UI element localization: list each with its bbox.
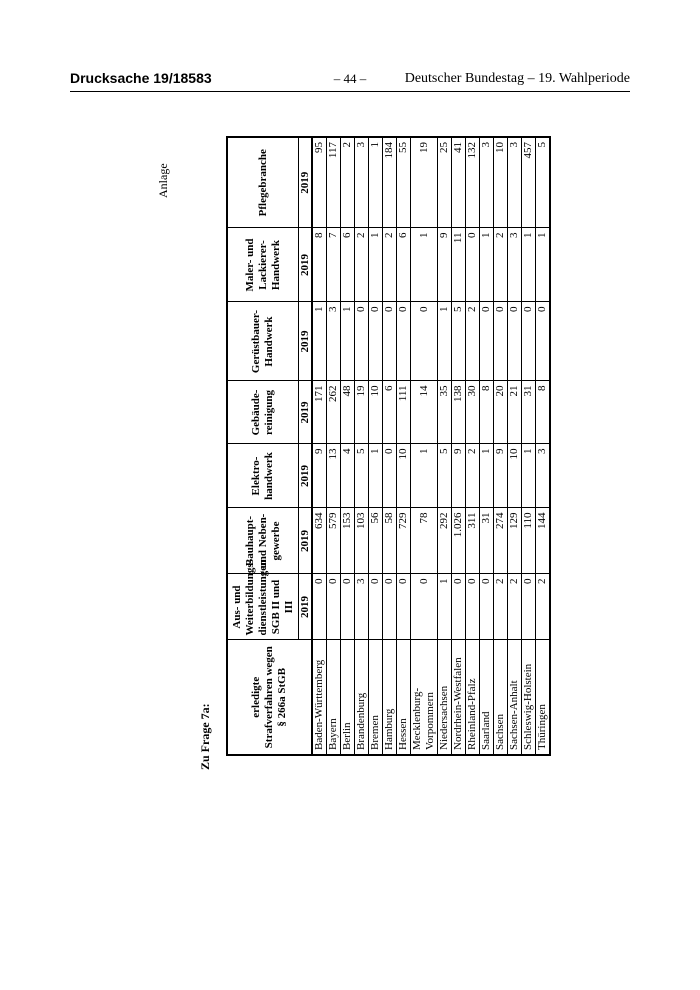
value-cell: 95 [312,137,327,228]
value-cell: 111 [397,381,411,444]
value-cell: 10 [369,381,383,444]
state-name-cell: Sachsen [494,640,508,755]
document-label: Drucksache 19/ [70,70,173,86]
value-cell: 48 [341,381,355,444]
table-row [397,137,411,755]
value-cell: 6 [397,228,411,302]
table-row [355,137,369,755]
value-cell: 1 [341,302,355,381]
value-cell: 30 [466,381,480,444]
value-cell: 5 [452,302,466,381]
value-cell: 2 [494,228,508,302]
value-cell: 1 [369,137,383,228]
state-name-cell: Sachsen-Anhalt [508,640,522,755]
parliament-label: Deutscher Bundestag – 19. Wahlperiode [404,71,630,86]
value-cell: 56 [369,508,383,574]
value-cell: 2 [508,574,522,640]
year-header: 2019 [299,508,313,574]
value-cell: 1 [536,228,551,302]
year-header: 2019 [299,444,313,508]
value-cell: 1 [522,444,536,508]
table-row [383,137,397,755]
value-cell: 10 [494,137,508,228]
year-header: 2019 [299,228,313,302]
value-cell: 0 [383,574,397,640]
value-cell: 0 [369,574,383,640]
value-cell: 0 [522,302,536,381]
value-cell: 9 [312,444,327,508]
column-header: Aus- und Weiterbildungs-dienstleistungen SGB II und III [227,574,299,640]
value-cell: 3 [355,574,369,640]
table-row [341,137,355,755]
value-cell: 9 [494,444,508,508]
value-cell: 579 [327,508,341,574]
value-cell: 292 [438,508,452,574]
state-name-cell: Baden-Württemberg [312,640,327,755]
value-cell: 0 [397,574,411,640]
value-cell: 1 [438,574,452,640]
state-name-cell: Brandenburg [355,640,369,755]
value-cell: 0 [508,302,522,381]
table-row [508,137,522,755]
column-header: Gerüstbauer-Handwerk [227,302,299,381]
value-cell: 58 [383,508,397,574]
table-row [369,137,383,755]
value-cell: 2 [341,137,355,228]
value-cell: 0 [369,302,383,381]
value-cell: 0 [480,574,494,640]
value-cell: 5 [536,137,551,228]
state-name-cell: Nordrhein-Westfalen [452,640,466,755]
value-cell: 6 [383,381,397,444]
value-cell: 0 [494,302,508,381]
value-cell: 1 [522,228,536,302]
value-cell: 78 [411,508,438,574]
header-rule [70,91,630,92]
value-cell: 1 [312,302,327,381]
table-row [466,137,480,755]
table-body [312,137,550,755]
value-cell: 4 [341,444,355,508]
value-cell: 8 [480,381,494,444]
anlage-label: Anlage [156,163,170,198]
value-cell: 0 [411,574,438,640]
year-header: 2019 [299,302,313,381]
year-header: 2019 [299,137,313,228]
value-cell: 0 [466,574,480,640]
value-cell: 3 [536,444,551,508]
value-cell: 117 [327,137,341,228]
value-cell: 0 [466,228,480,302]
column-header: erledigte Strafverfahren wegen § 266a StGB [227,640,312,755]
value-cell: 2 [355,228,369,302]
value-cell: 0 [411,302,438,381]
state-name-cell: Berlin [341,640,355,755]
value-cell: 0 [355,302,369,381]
state-name-cell: Schleswig-Holstein [522,640,536,755]
value-cell: 132 [466,137,480,228]
value-cell: 1 [411,444,438,508]
value-cell: 3 [480,137,494,228]
document-number: 18583 [172,70,212,86]
value-cell: 3 [327,302,341,381]
value-cell: 184 [383,137,397,228]
value-cell: 2 [466,302,480,381]
value-cell: 1 [480,228,494,302]
value-cell: 5 [355,444,369,508]
value-cell: 138 [452,381,466,444]
value-cell: 729 [397,508,411,574]
section-title: Zu Frage 7a: [198,703,212,770]
value-cell: 0 [383,444,397,508]
value-cell: 7 [327,228,341,302]
value-cell: 0 [312,574,327,640]
value-cell: 129 [508,508,522,574]
value-cell: 1 [369,444,383,508]
table-row [438,137,452,755]
value-cell: 2 [536,574,551,640]
state-name-cell: Bayern [327,640,341,755]
state-name-cell: Bremen [369,640,383,755]
value-cell: 8 [536,381,551,444]
table-row [522,137,536,755]
value-cell: 9 [452,444,466,508]
column-header: Maler- und Lackierer-Handwerk [227,228,299,302]
value-cell: 19 [355,381,369,444]
value-cell: 0 [397,302,411,381]
value-cell: 2 [494,574,508,640]
value-cell: 0 [522,574,536,640]
column-header: Elektro-handwerk [227,444,299,508]
data-table [226,136,551,756]
value-cell: 262 [327,381,341,444]
value-cell: 1.026 [452,508,466,574]
page-header [70,70,630,90]
value-cell: 31 [480,508,494,574]
value-cell: 0 [536,302,551,381]
value-cell: 0 [341,574,355,640]
value-cell: 2 [466,444,480,508]
value-cell: 0 [480,302,494,381]
value-cell: 9 [438,228,452,302]
value-cell: 274 [494,508,508,574]
state-name-cell: Saarland [480,640,494,755]
value-cell: 14 [411,381,438,444]
value-cell: 2 [383,228,397,302]
state-name-cell: Niedersachsen [438,640,452,755]
value-cell: 171 [312,381,327,444]
value-cell: 31 [522,381,536,444]
state-name-cell: Mecklenburg-Vorpommern [411,640,438,755]
value-cell: 35 [438,381,452,444]
page-number: – 44 – [333,71,367,86]
table-row [312,137,327,755]
table-row [327,137,341,755]
value-cell: 3 [508,137,522,228]
value-cell: 0 [383,302,397,381]
value-cell: 55 [397,137,411,228]
state-name-cell: Thüringen [536,640,551,755]
state-name-cell: Hamburg [383,640,397,755]
year-header: 2019 [299,574,313,640]
value-cell: 311 [466,508,480,574]
value-cell: 20 [494,381,508,444]
value-cell: 1 [369,228,383,302]
table-row [494,137,508,755]
year-header: 2019 [299,381,313,444]
value-cell: 3 [508,228,522,302]
column-header: Pflegebranche [227,137,299,228]
table-row [480,137,494,755]
column-header: Bauhaupt- und Neben-gewerbe [227,508,299,574]
value-cell: 153 [341,508,355,574]
state-name-cell: Rheinland-Pfalz [466,640,480,755]
value-cell: 21 [508,381,522,444]
value-cell: 144 [536,508,551,574]
value-cell: 1 [480,444,494,508]
rotated-content [140,120,560,820]
value-cell: 6 [341,228,355,302]
value-cell: 10 [397,444,411,508]
value-cell: 0 [327,574,341,640]
value-cell: 41 [452,137,466,228]
value-cell: 1 [438,302,452,381]
value-cell: 8 [312,228,327,302]
value-cell: 110 [522,508,536,574]
value-cell: 103 [355,508,369,574]
value-cell: 1 [411,228,438,302]
value-cell: 13 [327,444,341,508]
value-cell: 3 [355,137,369,228]
column-header-row [227,137,299,755]
value-cell: 19 [411,137,438,228]
column-header: Gebäude-reinigung [227,381,299,444]
state-name-cell: Hessen [397,640,411,755]
value-cell: 0 [452,574,466,640]
value-cell: 634 [312,508,327,574]
value-cell: 10 [508,444,522,508]
table-row [536,137,551,755]
value-cell: 5 [438,444,452,508]
table-row [452,137,466,755]
value-cell: 25 [438,137,452,228]
value-cell: 11 [452,228,466,302]
value-cell: 457 [522,137,536,228]
table-row [411,137,438,755]
